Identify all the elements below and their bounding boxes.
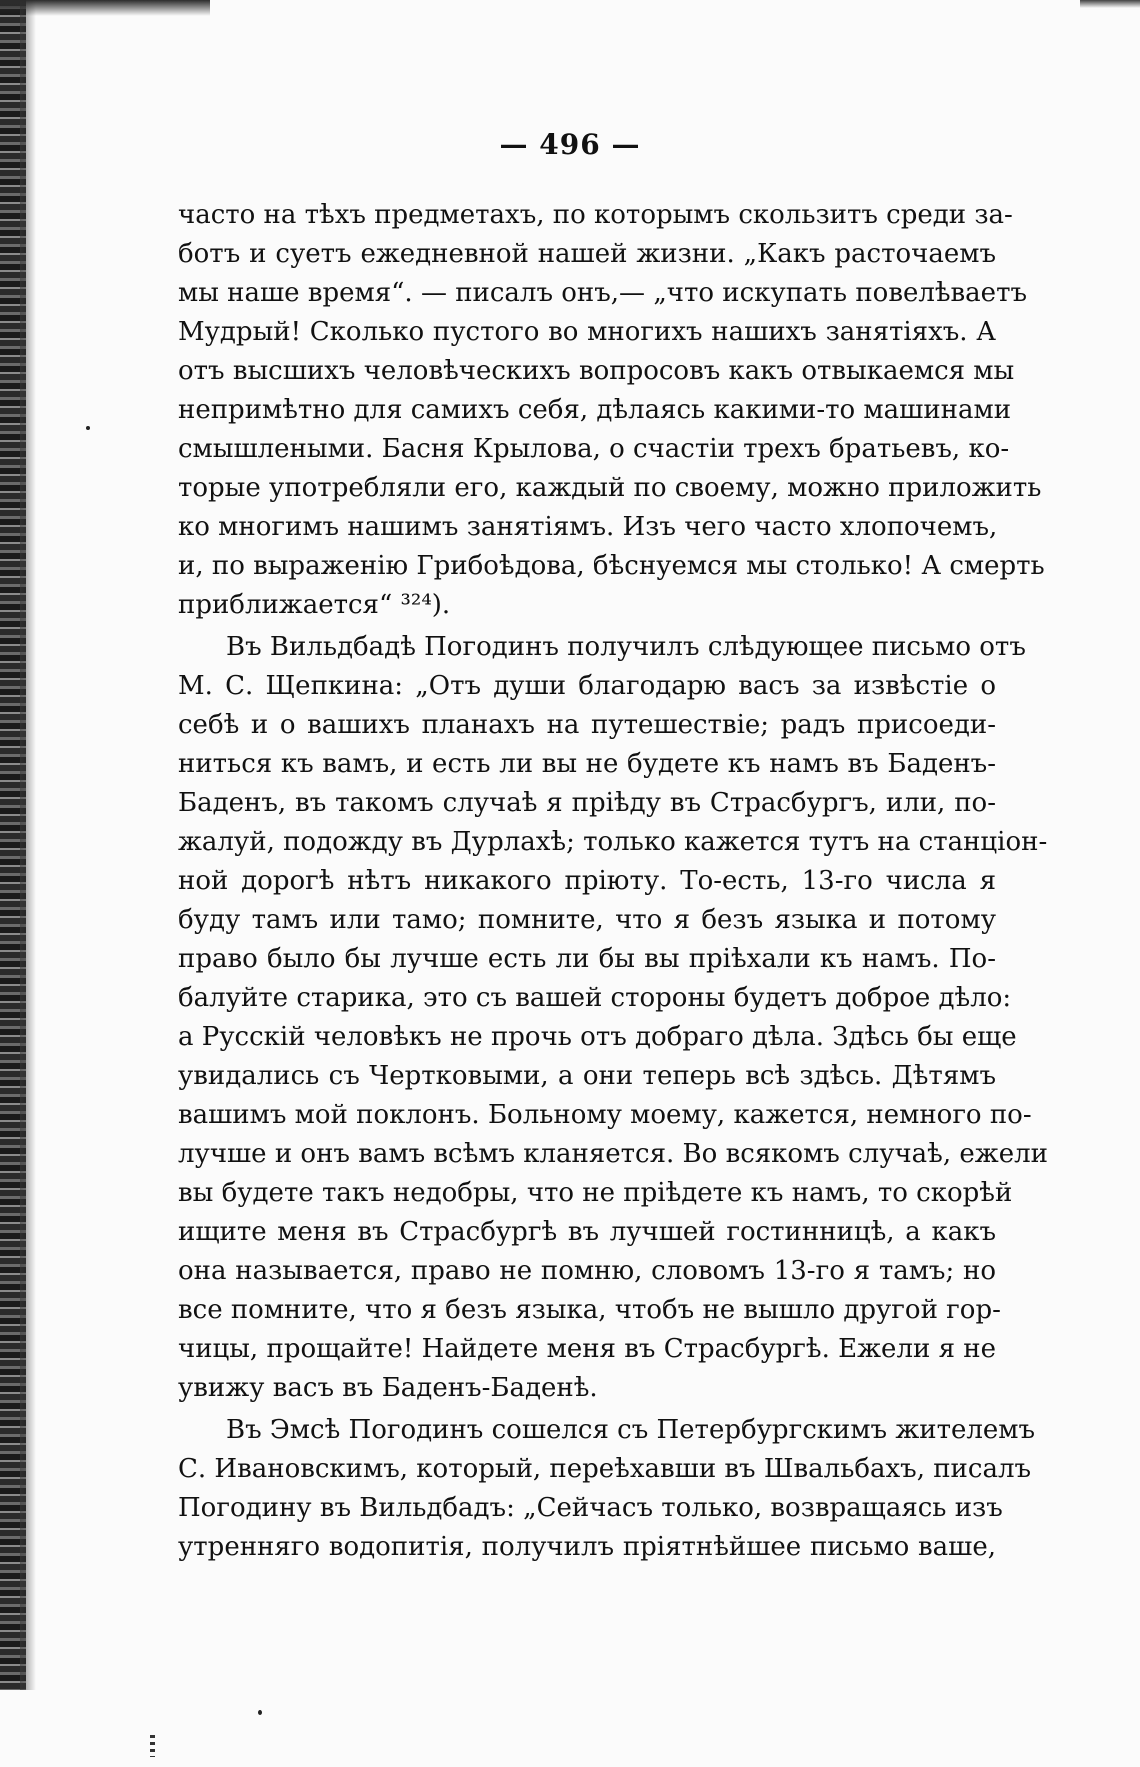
scan-top-shadow xyxy=(0,0,210,16)
text-line: мы наше время“. — писалъ онъ,— „что искупать повелѣваетъ xyxy=(178,278,1027,308)
text-line: отъ высшихъ человѣческихъ вопросовъ какъ отвыкаемся мы xyxy=(178,356,1015,386)
text-line: она называется, право не помню, словомъ 13-го я тамъ; но xyxy=(178,1256,996,1286)
text-line: М. С. Щепкина: „Отъ души благодарю васъ за извѣстіе о xyxy=(178,671,996,701)
text-line: ко многимъ нашимъ занятіямъ. Изъ чего часто хлопочемъ, xyxy=(178,512,998,542)
text-line: ищите меня въ Страсбургѣ въ лучшей гостинницѣ, а какъ xyxy=(178,1217,996,1247)
text-line: смышлеными. Басня Крылова, о счастіи трехъ братьевъ, ко- xyxy=(178,434,1010,464)
text-line: Погодину въ Вильдбадъ: „Сейчасъ только, возвращаясь изъ xyxy=(178,1493,1003,1523)
text-line: лучше и онъ вамъ всѣмъ кланяется. Во всякомъ случаѣ, ежели xyxy=(178,1139,1048,1169)
text-line: Въ Эмсѣ Погодинъ сошелся съ Петербургскимъ жителемъ xyxy=(226,1415,1036,1445)
paragraph xyxy=(178,1411,1036,1567)
text-line: вы будете такъ недобры, что не пріѣдете къ намъ, то скорѣй xyxy=(178,1178,1013,1208)
text-line: С. Ивановскимъ, который, переѣхавши въ Швальбахъ, писалъ xyxy=(178,1454,1032,1484)
text-line: и, по выраженію Грибоѣдова, бѣснуемся мы столько! А смерть xyxy=(178,551,1045,581)
bottom-speck xyxy=(258,1710,262,1715)
text-line: ботъ и суетъ ежедневной нашей жизни. „Какъ расточаемъ xyxy=(178,239,996,269)
text-line: право было бы лучше есть ли бы вы пріѣхали къ намъ. По- xyxy=(178,944,996,974)
text-line: увижу васъ въ Баденъ-Баденѣ. xyxy=(178,1373,598,1403)
text-line: приближается“ ³²⁴). xyxy=(178,590,451,620)
text-line: балуйте старика, это съ вашей стороны будетъ доброе дѣло: xyxy=(178,983,1012,1013)
paragraph xyxy=(178,628,1048,1408)
text-line: жалуй, подожду въ Дурлахѣ; только кажется тутъ на станціон- xyxy=(178,827,1048,857)
text-line: Въ Вильдбадѣ Погодинъ получилъ слѣдующее письмо отъ xyxy=(226,632,1026,662)
text-line: ниться къ вамъ, и есть ли вы не будете къ намъ въ Баденъ- xyxy=(178,749,996,779)
text-line: увидались съ Чертковыми, а они теперь всѣ здѣсь. Дѣтямъ xyxy=(178,1061,996,1091)
scan-edge-shadow xyxy=(20,0,36,1690)
text-line: утренняго водопитія, получилъ пріятнѣйшее письмо ваше, xyxy=(178,1532,996,1562)
text-line: а Русскій человѣкъ не прочь отъ добраго дѣла. Здѣсь бы еще xyxy=(178,1022,1017,1052)
text-line: торые употребляли его, каждый по своему, можно приложить xyxy=(178,473,1042,503)
text-line: непримѣтно для самихъ себя, дѣлаясь какими-то машинами xyxy=(178,395,1012,425)
scan-top-right-shadow xyxy=(1080,0,1140,8)
text-line: буду тамъ или тамо; помните, что я безъ языка и потому xyxy=(178,905,996,935)
paragraph xyxy=(178,196,1045,625)
text-line: вашимъ мой поклонъ. Больному моему, кажется, немного по- xyxy=(178,1100,1032,1130)
text-line: Баденъ, въ такомъ случаѣ я пріѣду въ Страсбургъ, или, по- xyxy=(178,788,996,818)
text-line: часто на тѣхъ предметахъ, по которымъ скользитъ среди за- xyxy=(178,200,1013,230)
bottom-mark xyxy=(150,1735,155,1757)
margin-speck xyxy=(86,426,90,430)
text-line: все помните, что я безъ языка, чтобъ не вышло другой гор- xyxy=(178,1295,1001,1325)
page-number: — 496 — xyxy=(499,128,641,161)
text-line: чицы, прощайте! Найдете меня въ Страсбургѣ. Ежели я не xyxy=(178,1334,996,1364)
text-line: Мудрый! Сколько пустого во многихъ нашихъ занятіяхъ. А xyxy=(178,317,996,347)
text-line: себѣ и о вашихъ планахъ на путешествіе; радъ присоеди- xyxy=(178,710,996,740)
text-line: ной дорогѣ нѣтъ никакого пріюту. То-есть, 13-го числа я xyxy=(178,866,996,896)
body-text xyxy=(178,196,1048,1567)
